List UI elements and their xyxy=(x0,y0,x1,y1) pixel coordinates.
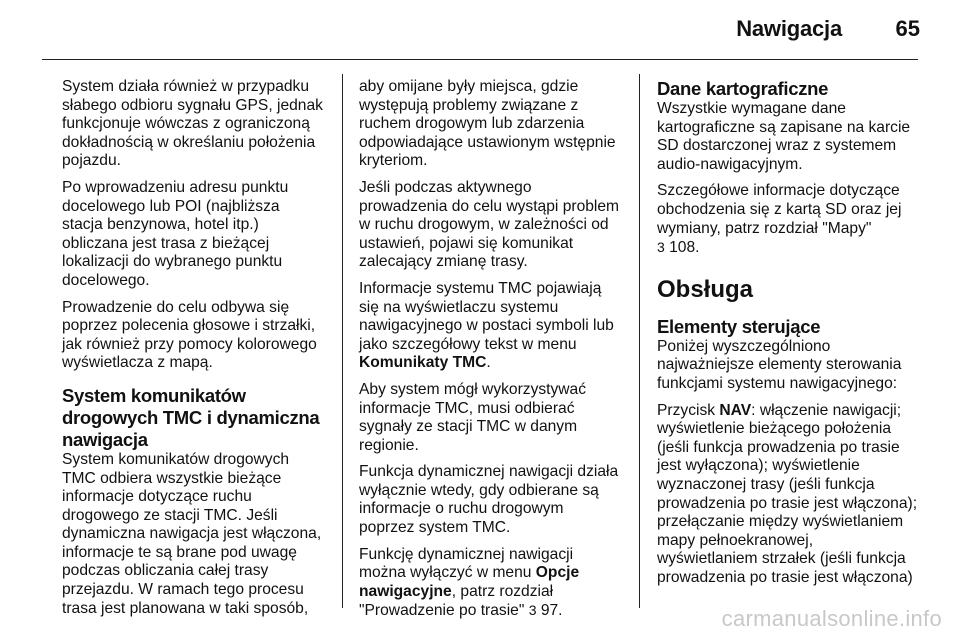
column-1 xyxy=(62,78,332,626)
page-ref: 97. xyxy=(536,602,563,620)
paragraph: Jeśli podczas aktywnego prowadzenia do celu wystąpi problem w ruchu drogowym, w zależności od ustawień, pojawi się komunikat zalecający zmianę trasy. xyxy=(359,178,620,271)
section-heading-controls: Elementy sterujące xyxy=(657,315,821,337)
paragraph: System działa również w przypadku słabego odbioru sygnału GPS, jednak funkcjonuje wówczas z ograniczoną dokładnością w określaniu położenia pojazdu. xyxy=(62,78,323,170)
section-heading-map-data: Dane kartograficzne xyxy=(657,78,829,99)
page-number: 65 xyxy=(895,16,920,41)
page-ref: 108. xyxy=(664,239,700,257)
paragraph: System komunikatów drogowych TMC odbiera wszystkie bieżące informacje dotyczące ruchu drogowego ze stacji TMC. Jeśli dynamiczna nawigacja jest włączona, informacje te są brane pod uwagę podczas obliczania całej trasy przejazdu. W ramach tego procesu trasa jest planowana w taki sposób, xyxy=(62,450,322,617)
column-divider xyxy=(639,74,640,608)
paragraph: Aby system mógł wykorzystywać informacje TMC, musi odbierać sygnały ze stacji TMC w danym regionie. xyxy=(359,380,587,454)
column-2 xyxy=(359,78,629,629)
paragraph: Po wprowadzeniu adresu punktu docelowego lub POI (najbliższa stacja benzynowa, hotel itp.) obliczana jest trasa z bieżącej lokalizacji do wybranego punktu docelowego. xyxy=(62,178,289,289)
column-3 xyxy=(657,78,937,595)
paragraph-text: Szczegółowe informacje dotyczące obchodzenia się z kartą SD oraz jej wymiany, patrz rozdział "Mapy" xyxy=(657,182,902,237)
paragraph: Wszystkie wymagane dane kartograficzne są zapisane na karcie SD dostarczonej wraz z systemem audio-nawigacyjnym. xyxy=(657,100,911,173)
header-rule xyxy=(42,59,918,60)
paragraph: aby omijane były miejsca, gdzie występują problemy związane z ruchem drogowym lub zdarzenia odpowiadające ustawionym wstępnie kryteriom. xyxy=(359,78,616,170)
paragraph-text: Funkcję dynamicznej nawigacji można wyłączyć w menu xyxy=(359,545,574,582)
paragraph-text: . xyxy=(486,354,491,372)
paragraph xyxy=(359,280,629,373)
menu-name-komunikaty-tmc: Komunikaty TMC xyxy=(359,354,487,372)
paragraph: Poniżej wyszczególniono najważniejsze elementy sterowania funkcjami systemu nawigacyjnego: xyxy=(657,337,902,392)
column-divider xyxy=(342,74,343,608)
paragraph: Funkcja dynamicznej nawigacji działa wyłącznie wtedy, gdy odbierane są informacje o ruchu drogowym poprzez system TMC. xyxy=(359,463,619,537)
paragraph-text: Informacje systemu TMC pojawiają się na wyświetlaczu systemu nawigacyjnego w postaci symboli lub jako szczegółowy tekst w menu xyxy=(359,279,614,353)
page-title: Nawigacja xyxy=(736,16,842,41)
menu-name-opcje-nawigacyjne: Opcje nawigacyjne xyxy=(359,564,580,600)
paragraph-text: , patrz rozdział "Prowadzenie po trasie" xyxy=(359,582,554,620)
button-name-nav: NAV xyxy=(719,401,752,419)
page-ref-arrow-icon: 3 xyxy=(528,602,537,619)
paragraph: Prowadzenie do celu odbywa się poprzez polecenia głosowe i strzałki, jak również przy pomocy kolorowego wyświetlacza z mapą. xyxy=(62,298,317,372)
paragraph xyxy=(657,182,937,257)
page-header xyxy=(0,0,960,60)
chapter-heading-obsluga: Obsługa xyxy=(657,275,754,303)
paragraph-text: : włączenie nawigacji; wyświetlenie bieżącego położenia (jeśli funkcja prowadzenia po trasie jest wyłączona); wyświetlenie wyznaczonej trasy (jeśli funkcja prowadzenia po trasie jest włączona); przełączanie między wyświetlaniem mapy pełnoekranowej, wyświetlaniem strzałek (jeśli funkcja prowadzenia po trasie jest włączona) xyxy=(657,401,918,586)
page-ref-arrow-icon: 3 xyxy=(657,239,665,256)
paragraph xyxy=(359,546,629,621)
watermark: carmanualsonline.info xyxy=(721,606,942,631)
paragraph-text: Przycisk xyxy=(657,401,720,419)
section-heading-tmc: System komunikatów drogowych TMC i dynamiczna nawigacja xyxy=(62,384,320,450)
paragraph xyxy=(657,402,937,588)
